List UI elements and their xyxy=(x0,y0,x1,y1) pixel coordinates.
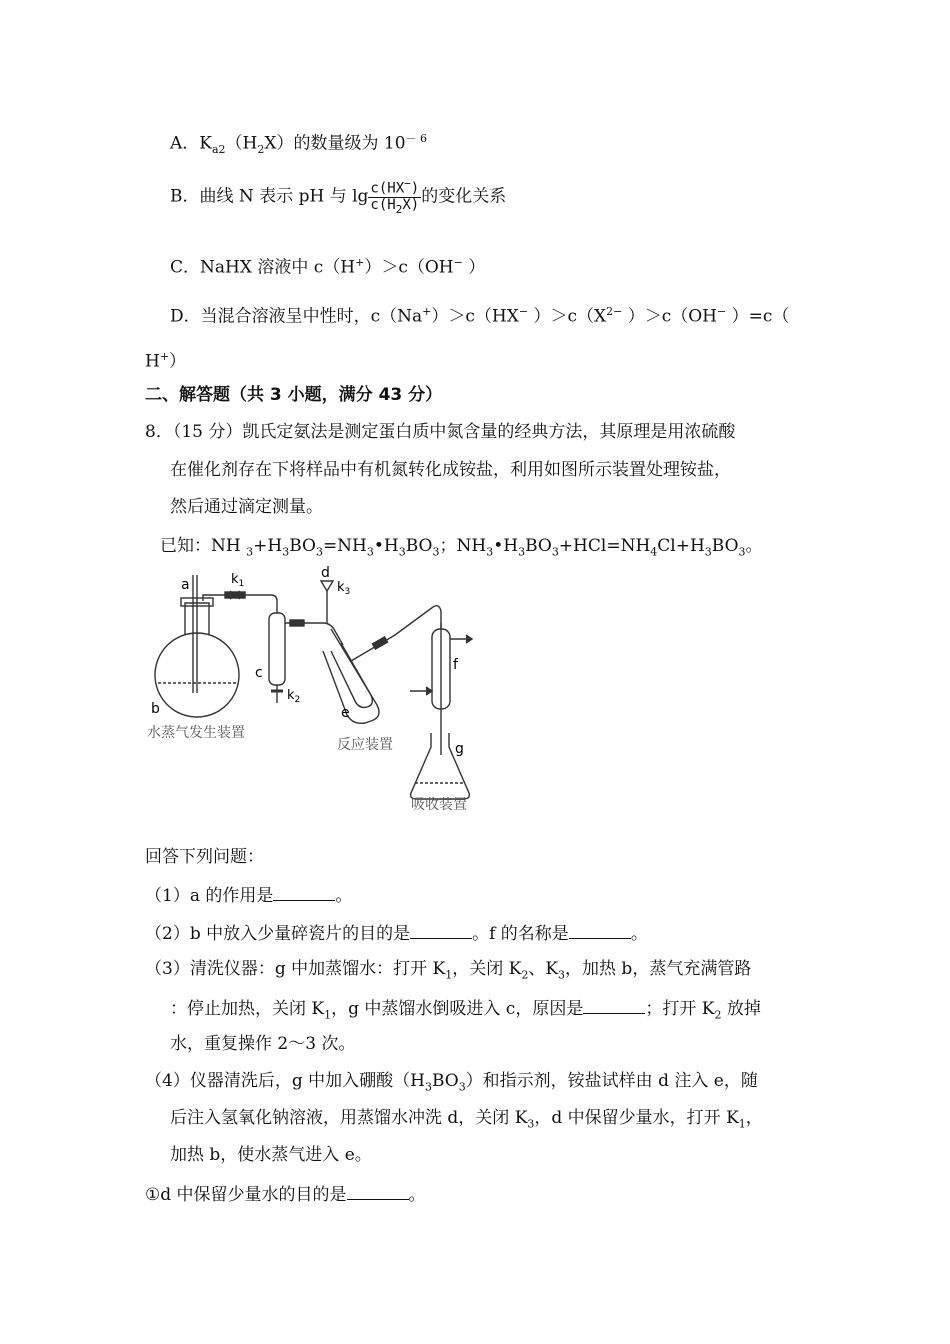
subscript: 3 xyxy=(551,545,559,559)
q8-line2: 在催化剂存在下将样品中有机氮转化成铵盐，利用如图所示装置处理铵盐， xyxy=(170,460,731,480)
label-f: f xyxy=(453,657,458,673)
caption-reaction: 反应装置 xyxy=(337,737,393,753)
option-b: B．曲线 N 表示 pH 与 lg $\frac{c(HX^-)}{c(H_2X)}$ 的变化关系 xyxy=(170,177,507,216)
label-k3: $k_3$ xyxy=(337,580,351,597)
subscript: 3 xyxy=(282,545,290,559)
question-3-line1: （3）清洗仪器：g 中加蒸馏水：打开 $K_1$，关闭 $K_2$、$K_3$，加热 b，蒸气充满管路 xyxy=(145,959,752,982)
label-e: e xyxy=(341,705,350,721)
answer-blank[interactable] xyxy=(347,1183,409,1200)
equation-part: •H xyxy=(493,536,519,556)
question-1: （1）a 的作用是 。 xyxy=(145,886,353,906)
caption-steam: 水蒸气发生装置 xyxy=(147,725,245,741)
answers-intro: 回答下列问题： xyxy=(145,847,264,867)
question-4-sub1: ①d 中保留少量水的目的是 。 xyxy=(145,1185,426,1205)
apparatus-diagram xyxy=(145,565,555,820)
equation-part: BO xyxy=(525,536,552,556)
equation-part: +H xyxy=(253,536,283,556)
equation-part: +HCl=NH xyxy=(558,536,651,556)
log-fraction: $\frac{c(HX^-)}{c(H_2X)}$ xyxy=(370,177,420,216)
subscript: 4 xyxy=(650,545,658,559)
answer-blank[interactable] xyxy=(583,997,645,1014)
subscript: 3 xyxy=(432,545,440,559)
section-title: 二、解答题（共 3 小题，满分 43 分） xyxy=(145,385,443,405)
label-a: a xyxy=(181,577,190,593)
equation-part: ；NH xyxy=(439,536,487,556)
answer-blank[interactable] xyxy=(569,922,631,939)
question-4-line2: 后注入氢氧化钠溶液，用蒸馏水冲洗 d，关闭 $K_3$，d 中保留少量水，打开 $K_1$， xyxy=(170,1108,763,1131)
subscript: 3 xyxy=(315,545,323,559)
caption-absorb: 吸收装置 xyxy=(411,797,467,813)
option-c: C．NaHX 溶液中 c（H+）＞c（OH− ） xyxy=(170,256,486,278)
option-d: D．当混合溶液呈中性时，c（Na+）＞c（HX− ）$>c(X^{2-}$ ）＞c（OH− ）=c（ xyxy=(170,305,790,327)
equation-part: 。 xyxy=(745,536,763,556)
question-4-line1: （4）仪器清洗后，g 中加入硼酸$(H_3BO_3)$和指示剂，铵盐试样由 d 注入 e，随 xyxy=(145,1071,758,1094)
option-a: A．$K_{a2}(H_2X)$的数量级为 $10^{- 6}$ xyxy=(170,132,428,157)
option-d-line2: H+） xyxy=(145,350,187,372)
equation-part: Cl+H xyxy=(657,536,705,556)
label-k2: $k_2$ xyxy=(287,688,301,705)
label-b: b xyxy=(151,701,160,717)
question-2: （2）b 中放入少量碎瓷片的目的是 。f 的名称是 。 xyxy=(145,924,648,944)
answer-blank[interactable] xyxy=(410,922,472,939)
q8-line3: 然后通过滴定测量。 xyxy=(170,497,323,517)
subscript: 3 xyxy=(366,545,374,559)
equation-part: BO xyxy=(405,536,433,556)
question-4-line3: 加热 b，使水蒸气进入 e。 xyxy=(170,1145,372,1165)
equation-part: BO xyxy=(711,536,739,556)
subscript: 3 xyxy=(486,545,494,559)
equation-part: •H xyxy=(373,536,399,556)
label-d: d xyxy=(321,565,330,581)
equation-part: =NH xyxy=(322,536,367,556)
subscript: 3 xyxy=(518,545,526,559)
subscript: 3 xyxy=(398,545,406,559)
equation-part: BO xyxy=(289,536,316,556)
question-3-line3: 水，重复操作 2～3 次。 xyxy=(170,1034,356,1054)
q8-line1: 8．（15 分）凯氏定氨法是测定蛋白质中氮含量的经典方法，其原理是用浓硫酸 xyxy=(145,422,736,442)
question-3-line2: ：停止加热，关闭 $K_1$，g 中蒸馏水倒吸进入 c，原因是 ；打开 $K_2$ 放掉 xyxy=(170,999,761,1022)
label-c: c xyxy=(255,665,263,681)
known-equations: 已知：NH $_3+H_3BO_3=NH_3•H_3BO_3$；$NH_3•H_3BO_3+HCl=NH_4Cl+H_3BO_3$。 xyxy=(160,536,763,559)
subscript: 3 xyxy=(738,545,746,559)
label-g: g xyxy=(455,741,464,757)
subscript: 3 xyxy=(246,545,254,559)
label-k1: $k_1$ xyxy=(231,572,245,589)
subscript: 3 xyxy=(704,545,712,559)
answer-blank[interactable] xyxy=(273,884,335,901)
